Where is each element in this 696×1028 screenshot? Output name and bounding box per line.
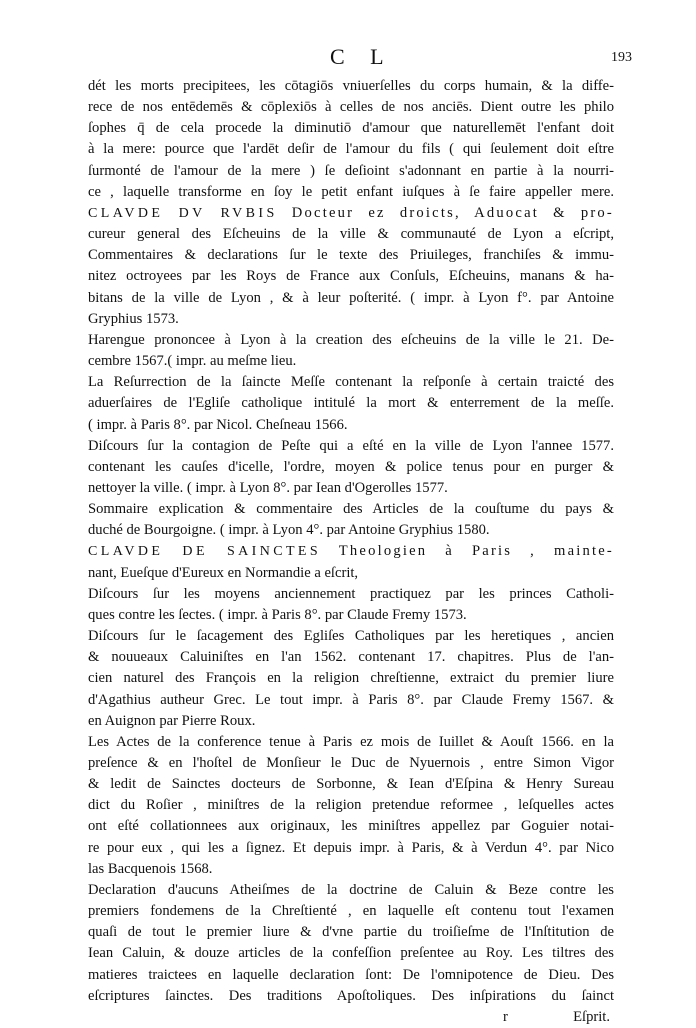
text-line: ce , laquelle transforme en ſoy le petit enfant iuſques à ſe faire appeller mere. (88, 183, 614, 200)
text-line: à la mere: pource que l'ardēt deſir de l'amour du fils ( qui ſeulement doit eſtre (88, 141, 614, 158)
page-footer (88, 1007, 614, 1028)
text-line: ſurmonté de l'amour de la mere ) ſe deſioint s'adonnant en partie à la nourri- (88, 162, 614, 179)
text-line: ont eſté collationnees aux originaux, les miniſtres appellez par Goguier notai- (88, 818, 614, 835)
text-line: quaſi de tout le premier liure & d'vne partie du troiſieſme de l'Inſtitution de (88, 924, 614, 941)
text-line: rece de nos entēdemēs & cōplexiōs à celles de nos anciēs. Dient outre les philo (88, 99, 614, 116)
text-line: matieres traictees en laquelle declaration ſont: De l'omnipotence de Dieu. Des (88, 966, 614, 983)
text-line: las Bacquenois 1568. (88, 860, 213, 877)
text-line: Diſcours ſur le ſacagement des Egliſes Catholiques par les heretiques , ancien (88, 628, 614, 645)
text-line: eſcriptures ſainctes. Des traditions Apoſtoliques. Des inſpirations du ſainct (88, 987, 614, 1004)
text-line: cembre 1567.( impr. au meſme lieu. (88, 353, 297, 370)
text-line: nitez octroyees par les Roys de France aux Conſuls, Eſcheuins, manans & ha- (88, 268, 614, 285)
author-description: Theologien à Paris , mainte- (321, 543, 614, 560)
text-line: Iean Caluin, & douze articles de la confeſſion preſentee au Roy. Les tiltres des (88, 945, 614, 962)
author-description: Docteur ez droicts, Aduocat & pro- (277, 204, 614, 221)
text-line: Les Actes de la conference tenue à Paris ez mois de Iuillet & Aouſt 1566. en la (88, 733, 614, 750)
text-line: & nouueaux Caluiniſtes en l'an 1562. contenant 17. chapitres. Plus de l'an- (88, 649, 614, 666)
author-name: CLAVDE DE SAINCTES (88, 544, 322, 560)
text-line: d'Agathius autheur Grec. Le tout impr. à Paris 8°. par Claude Fremy 1567. & (88, 691, 614, 708)
text-line: ques contre les ſectes. ( impr. à Paris 8°. par Claude Fremy 1573. (88, 606, 467, 623)
page-number: 193 (611, 50, 632, 65)
author-heading (88, 541, 614, 562)
text-line: contenant les cauſes d'icelle, l'ordre, moyen & police tenus pour en purger & (88, 458, 614, 475)
running-head: C L (330, 44, 394, 69)
text-line: bitans de la ville de Lyon , & à leur poſterité. ( impr. à Lyon f°. par Antoine (88, 289, 614, 306)
text-line: Harengue prononcee à Lyon à la creation des eſcheuins de la ville le 21. De- (88, 331, 614, 348)
catchword: Eſprit. (573, 1008, 610, 1025)
text-line: Sommaire explication & commentaire des Articles de la couſtume du pays & (88, 501, 614, 518)
text-line: ( impr. à Paris 8°. par Nicol. Cheſneau 1566. (88, 416, 348, 433)
text-line: en Auignon par Pierre Roux. (88, 712, 256, 729)
text-line: Gryphius 1573. (88, 310, 179, 327)
text-line: Diſcours ſur la contagion de Peſte qui a eſté en la ville de Lyon l'annee 1577. (88, 437, 614, 454)
text-line: Commentaires & declarations ſur le texte des Priuileges, franchiſes & immu- (88, 247, 614, 264)
text-line: premiers fondemens de la Chreſtienté , en laquelle eſt contenu tout l'examen (88, 903, 614, 920)
text-line: ſophes q̄ de cela procede la diminutiō d'amour que naturellemēt l'enfant doit (88, 120, 614, 137)
text-line: dét les morts precipitees, les cōtagiōs vniuerſelles du corps humain, & la diffe- (88, 78, 614, 94)
author-name: CLAVDE DV RVBIS (88, 205, 278, 221)
text-line: preſence & en l'hoſtel de Monſieur le Duc de Nyuernois , entre Simon Vigor (88, 755, 614, 771)
text-line: duché de Bourgoigne. ( impr. à Lyon 4°. par Antoine Gryphius 1580. (88, 522, 490, 539)
text-line: dict du Roſier , miniſtres de la religion pretendue reformee , leſquelles actes (88, 797, 614, 814)
body-text (88, 76, 614, 1028)
text-line: nant, Eueſque d'Eureux en Normandie a eſcrit, (88, 564, 359, 581)
text-line: Diſcours ſur les moyens anciennement practiquez par les princes Catholi- (88, 585, 614, 602)
author-heading (88, 203, 614, 224)
signature-mark: r (503, 1008, 508, 1025)
text-line: re pour eux , qui les a ſignez. Et depuis impr. à Paris, & à Verdun 4°. par Nico (88, 839, 614, 856)
text-line: cien naturel des François en la religion chreſtienne, extraict du premier liure (88, 670, 614, 687)
text-line: aduerſaires de l'Egliſe catholique intitulé la mort & enterrement de la meſſe. (88, 395, 614, 412)
text-line: nettoyer la ville. ( impr. à Lyon 8°. par Iean d'Ogerolles 1577. (88, 479, 448, 496)
text-line: Declaration d'aucuns Atheiſmes de la doctrine de Caluin & Beze contre les (88, 881, 614, 898)
text-line: cureur general des Eſcheuins de la ville & communauté de Lyon a eſcript, (88, 226, 614, 243)
text-line: La Reſurrection de la ſaincte Meſſe contenant la reſponſe à certain traicté des (88, 374, 614, 391)
text-line: & ledit de Sainctes docteurs de Sorbonne, & Iean d'Eſpina & Henry Sureau (88, 776, 614, 793)
